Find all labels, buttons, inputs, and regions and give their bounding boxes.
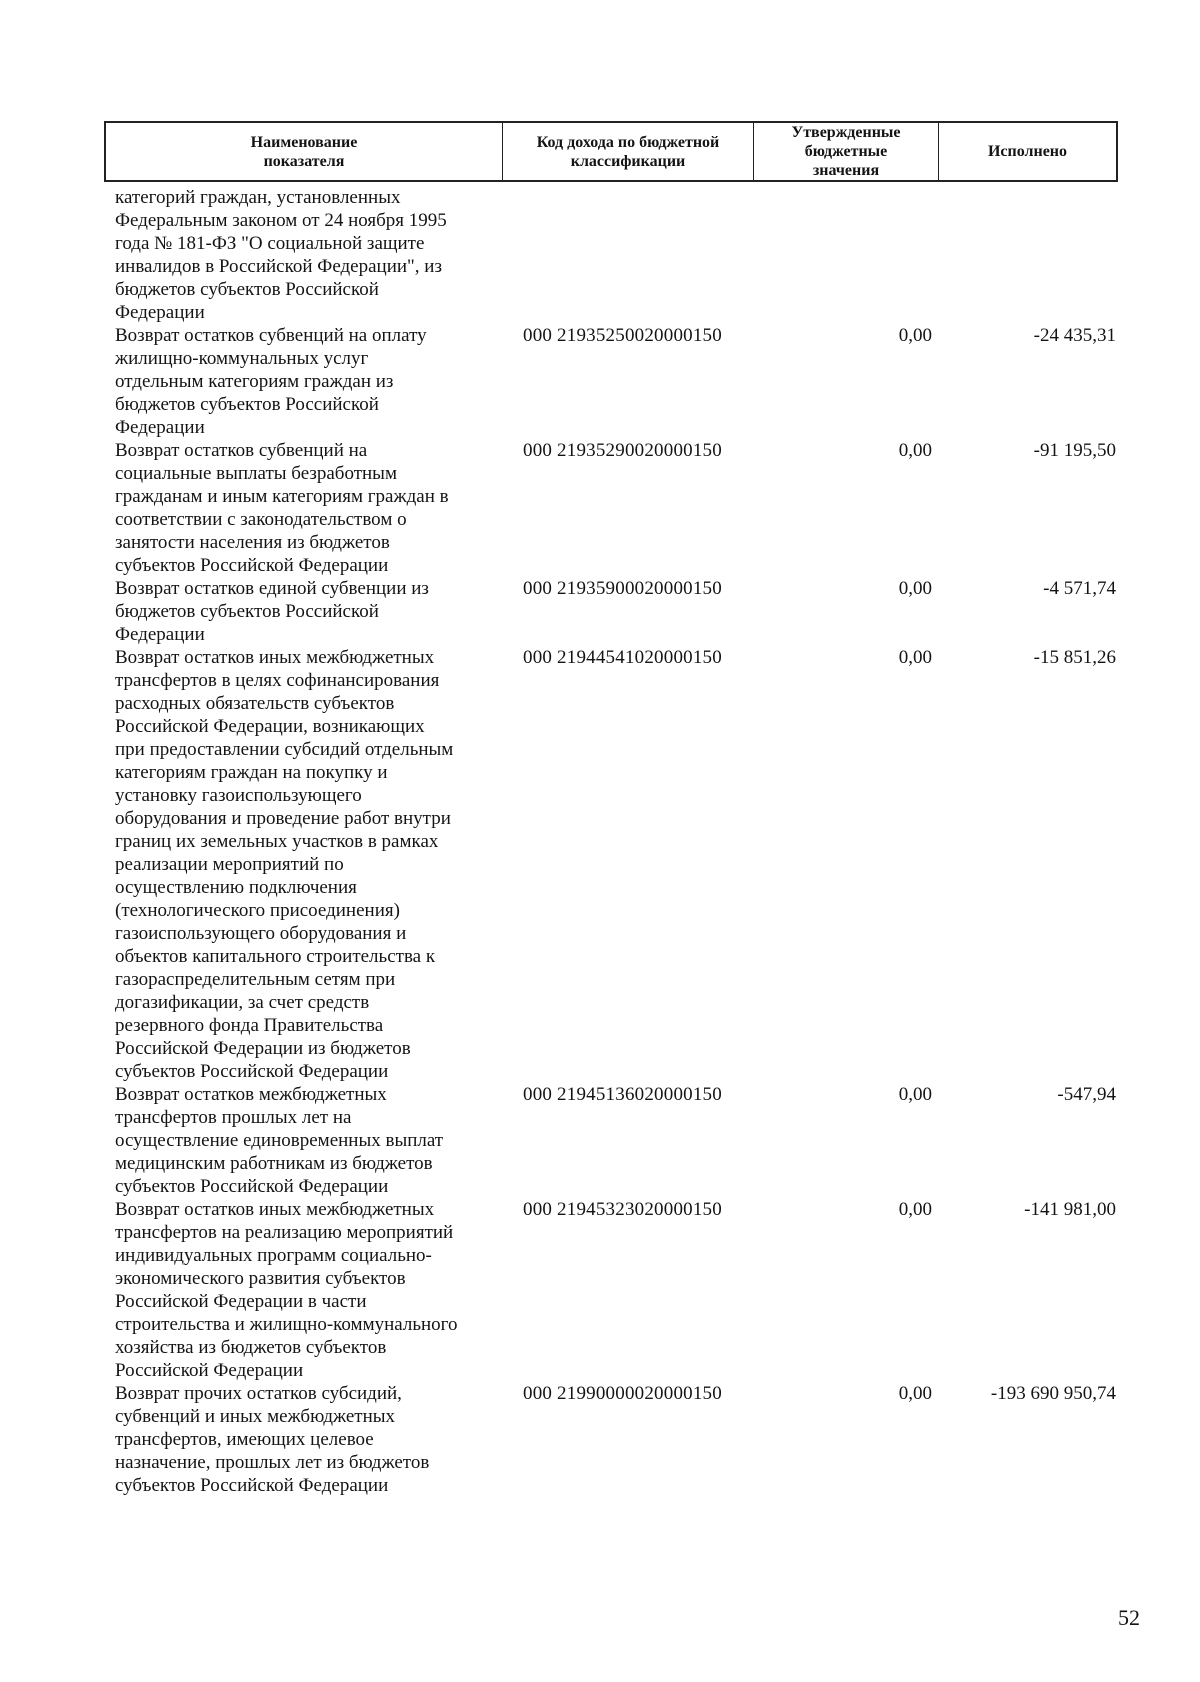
row-done: -24 435,31 bbox=[1033, 325, 1116, 346]
row-done: -91 195,50 bbox=[1033, 440, 1116, 461]
row-name: Возврат прочих остатков субсидий, субвенций и иных межбюджетных трансфертов, имеющих целевое назначение, прошлых лет из бюджетов субъектов Российской Федерации bbox=[115, 1383, 430, 1496]
row-plan: 0,00 bbox=[898, 578, 932, 599]
table-row bbox=[104, 577, 1124, 646]
page-number: 52 bbox=[1118, 1605, 1140, 1630]
row-plan: 0,00 bbox=[898, 440, 932, 461]
table-header bbox=[104, 121, 1118, 182]
header-done-label: Исполнено bbox=[987, 143, 1068, 160]
header-name-label: Наименование показателя bbox=[250, 133, 358, 170]
row-plan: 0,00 bbox=[898, 1383, 932, 1404]
row-plan: 0,00 bbox=[898, 1084, 932, 1105]
row-code: 000 21935900020000150 bbox=[523, 578, 722, 599]
row-done: -547,94 bbox=[1057, 1084, 1116, 1105]
row-name: Возврат остатков субвенций на оплату жилищно-коммунальных услуг отдельным категориям граждан из бюджетов субъектов Российской Федерации bbox=[115, 325, 427, 438]
header-plan-label: Утвержденные бюджетные значения bbox=[791, 124, 901, 179]
row-code: 000 21944541020000150 bbox=[523, 647, 722, 668]
row-done: -15 851,26 bbox=[1033, 647, 1116, 668]
row-code: 000 21935290020000150 bbox=[523, 440, 722, 461]
row-plan: 0,00 bbox=[898, 647, 932, 668]
row-name: Возврат остатков единой субвенции из бюджетов субъектов Российской Федерации bbox=[115, 578, 429, 645]
header-code-column bbox=[503, 123, 754, 180]
row-plan: 0,00 bbox=[898, 1199, 932, 1220]
header-done-column bbox=[939, 123, 1116, 180]
table-body bbox=[104, 186, 1124, 1497]
row-name: Возврат остатков субвенций на социальные выплаты безработным гражданам и иным категориям граждан в соответствии с законодательством о занятости населения из бюджетов субъектов Российской Федерации bbox=[115, 440, 449, 576]
row-name: Возврат остатков иных межбюджетных трансфертов на реализацию мероприятий индивидуальных программ социально- экономического развития субъектов Российской Федерации в части строительства и жилищно-коммунального хозяйства из бюджетов субъектов Российской Федерации bbox=[115, 1199, 458, 1381]
row-done: -4 571,74 bbox=[1043, 578, 1116, 599]
row-code: 000 21945136020000150 bbox=[523, 1084, 722, 1105]
header-code-label: Код дохода по бюджетной классификации bbox=[536, 133, 720, 170]
row-code: 000 21935250020000150 bbox=[523, 325, 722, 346]
row-code: 000 21990000020000150 bbox=[523, 1383, 722, 1404]
header-plan-column bbox=[754, 123, 939, 180]
row-done: -141 981,00 bbox=[1024, 1199, 1116, 1220]
table-row bbox=[104, 324, 1124, 439]
table-row bbox=[104, 186, 1124, 324]
header-name-column bbox=[106, 123, 503, 180]
row-name: Возврат остатков иных межбюджетных трансфертов в целях софинансирования расходных обязательств субъектов Российской Федерации, возникающих при предоставлении субсидий отдельным категориям граждан на покупку и установку газоиспользующего оборудования и проведение работ внутри границ их земельных участков в рамках реализации мероприятий по осуществлению подключения (технологического присоединения) газоиспользующего оборудования и объектов капитального строительства к газораспределительным сетям при догазификации, за счет средств резервного фонда Правительства Российской Федерации из бюджетов субъектов Российской Федерации bbox=[115, 647, 454, 1082]
table-row bbox=[104, 1198, 1124, 1382]
table-row bbox=[104, 1083, 1124, 1198]
table-row bbox=[104, 439, 1124, 577]
row-code: 000 21945323020000150 bbox=[523, 1199, 722, 1220]
row-name: Возврат остатков межбюджетных трансфертов прошлых лет на осуществление единовременных выплат медицинским работникам из бюджетов субъектов Российской Федерации bbox=[115, 1084, 444, 1197]
row-name: категорий граждан, установленных Федеральным законом от 24 ноября 1995 года № 181-ФЗ "О социальной защите инвалидов в Российской Федерации", из бюджетов субъектов Российской Федерации bbox=[115, 187, 447, 323]
table-row bbox=[104, 646, 1124, 1083]
row-plan: 0,00 bbox=[898, 325, 932, 346]
table-row bbox=[104, 1382, 1124, 1497]
row-done: -193 690 950,74 bbox=[990, 1383, 1116, 1404]
